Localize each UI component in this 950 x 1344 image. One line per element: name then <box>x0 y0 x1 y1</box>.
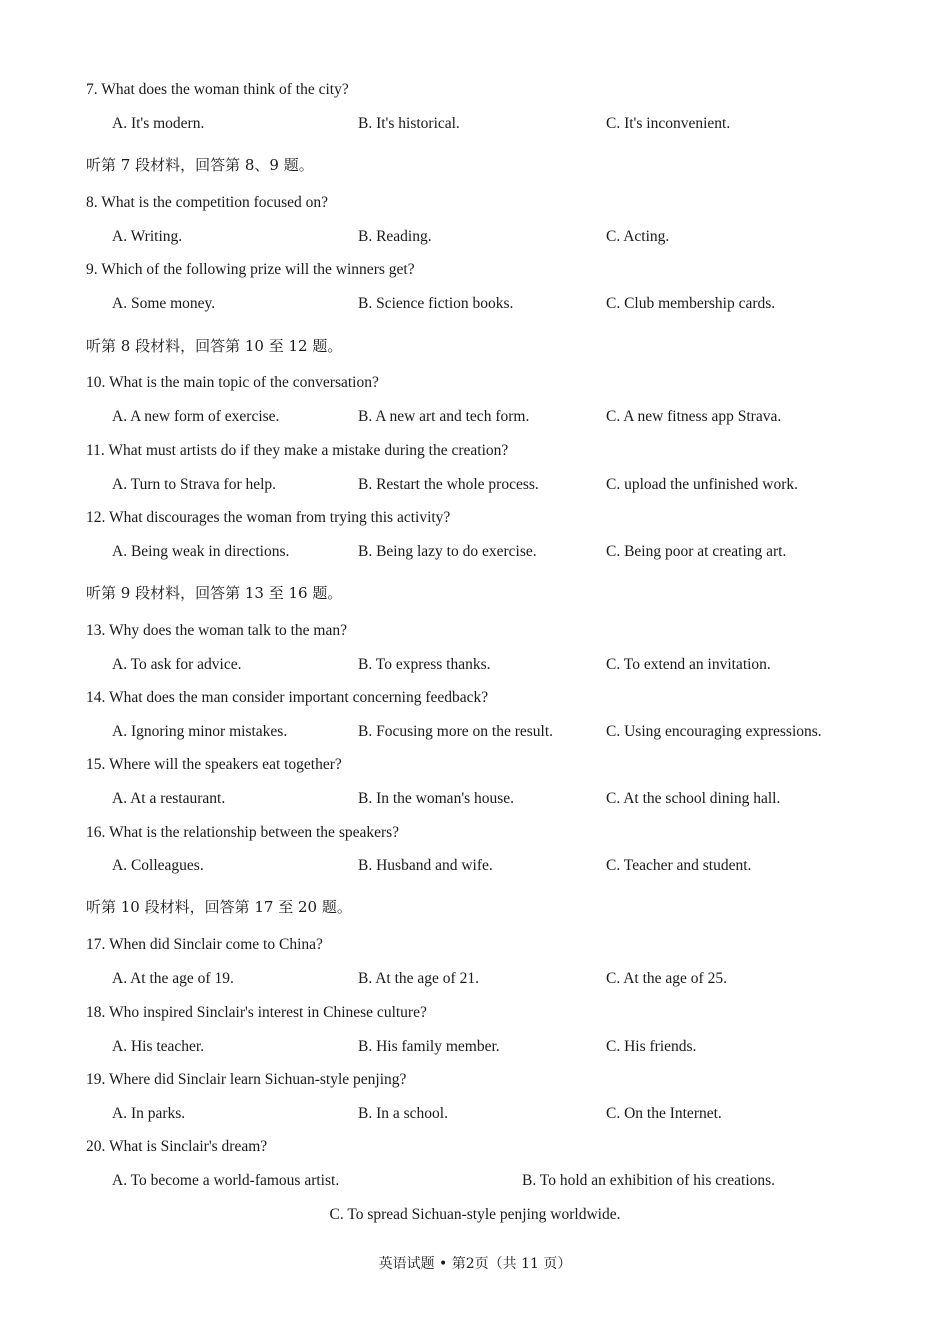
question-text: 11. What must artists do if they make a mistake during the creation? <box>86 442 509 459</box>
page-footer: 英语试题 • 第2页（共 11 页） <box>378 1256 572 1272</box>
question-text: 12. What discourages the woman from trying this activity? <box>86 509 451 526</box>
question-text: 8. What is the competition focused on? <box>86 194 329 211</box>
option-b: B. To hold an exhibition of his creations. <box>522 1172 776 1189</box>
option-c: C. It's inconvenient. <box>606 115 731 132</box>
option-c: C. A new fitness app Strava. <box>606 408 782 425</box>
option-a: A. His teacher. <box>112 1038 205 1055</box>
section-instruction: 听第 7 段材料，回答第 8、9 题。 <box>86 156 314 174</box>
option-a: A. Being weak in directions. <box>112 543 290 560</box>
option-a: A. Turn to Strava for help. <box>112 476 277 493</box>
option-c: C. On the Internet. <box>606 1105 722 1122</box>
question-text: 19. Where did Sinclair learn Sichuan-style penjing? <box>86 1071 407 1088</box>
question-text: 9. Which of the following prize will the winners get? <box>86 261 415 278</box>
option-c: C. Using encouraging expressions. <box>606 723 822 740</box>
section-instruction: 听第 10 段材料，回答第 17 至 20 题。 <box>86 898 352 916</box>
option-a: A. It's modern. <box>112 115 205 132</box>
option-c: C. Acting. <box>606 228 670 245</box>
option-b: B. His family member. <box>358 1038 500 1055</box>
option-c: C. To spread Sichuan-style penjing worldwide. <box>329 1206 621 1223</box>
question-text: 16. What is the relationship between the speakers? <box>86 824 400 841</box>
question-text: 10. What is the main topic of the conversation? <box>86 374 379 391</box>
option-c: C. Club membership cards. <box>606 295 776 312</box>
option-a: A. Colleagues. <box>112 857 204 874</box>
option-a: A. At the age of 19. <box>112 970 234 987</box>
question-text: 14. What does the man consider important concerning feedback? <box>86 689 489 706</box>
option-b: B. Husband and wife. <box>358 857 493 874</box>
option-c: C. Teacher and student. <box>606 857 752 874</box>
option-c: C. To extend an invitation. <box>606 656 771 673</box>
question-text: 17. When did Sinclair come to China? <box>86 936 323 953</box>
option-b: B. It's historical. <box>358 115 460 132</box>
option-c: C. Being poor at creating art. <box>606 543 787 560</box>
option-c: C. At the school dining hall. <box>606 790 781 807</box>
option-b: B. In a school. <box>358 1105 448 1122</box>
option-b: B. Being lazy to do exercise. <box>358 543 537 560</box>
section-instruction: 听第 8 段材料，回答第 10 至 12 题。 <box>86 337 343 355</box>
option-c: C. upload the unfinished work. <box>606 476 799 493</box>
option-a: A. Writing. <box>112 228 183 245</box>
option-a: A. Ignoring minor mistakes. <box>112 723 288 740</box>
question-text: 15. Where will the speakers eat together? <box>86 756 342 773</box>
option-b: B. At the age of 21. <box>358 970 479 987</box>
option-a: A. At a restaurant. <box>112 790 226 807</box>
question-text: 18. Who inspired Sinclair's interest in Chinese culture? <box>86 1004 427 1021</box>
option-b: B. Reading. <box>358 228 432 245</box>
option-b: B. Focusing more on the result. <box>358 723 554 740</box>
question-text: 7. What does the woman think of the city? <box>86 81 349 98</box>
option-a: A. To ask for advice. <box>112 656 242 673</box>
option-c: C. At the age of 25. <box>606 970 727 987</box>
option-a: A. To become a world-famous artist. <box>112 1172 340 1189</box>
option-b: B. A new art and tech form. <box>358 408 530 425</box>
option-a: A. Some money. <box>112 295 216 312</box>
option-c: C. His friends. <box>606 1038 697 1055</box>
option-b: B. To express thanks. <box>358 656 491 673</box>
option-a: A. In parks. <box>112 1105 186 1122</box>
option-b: B. In the woman's house. <box>358 790 515 807</box>
option-a: A. A new form of exercise. <box>112 408 280 425</box>
question-text: 13. Why does the woman talk to the man? <box>86 622 348 639</box>
question-text: 20. What is Sinclair's dream? <box>86 1138 268 1155</box>
option-b: B. Science fiction books. <box>358 295 514 312</box>
section-instruction: 听第 9 段材料，回答第 13 至 16 题。 <box>86 584 343 602</box>
option-b: B. Restart the whole process. <box>358 476 539 493</box>
